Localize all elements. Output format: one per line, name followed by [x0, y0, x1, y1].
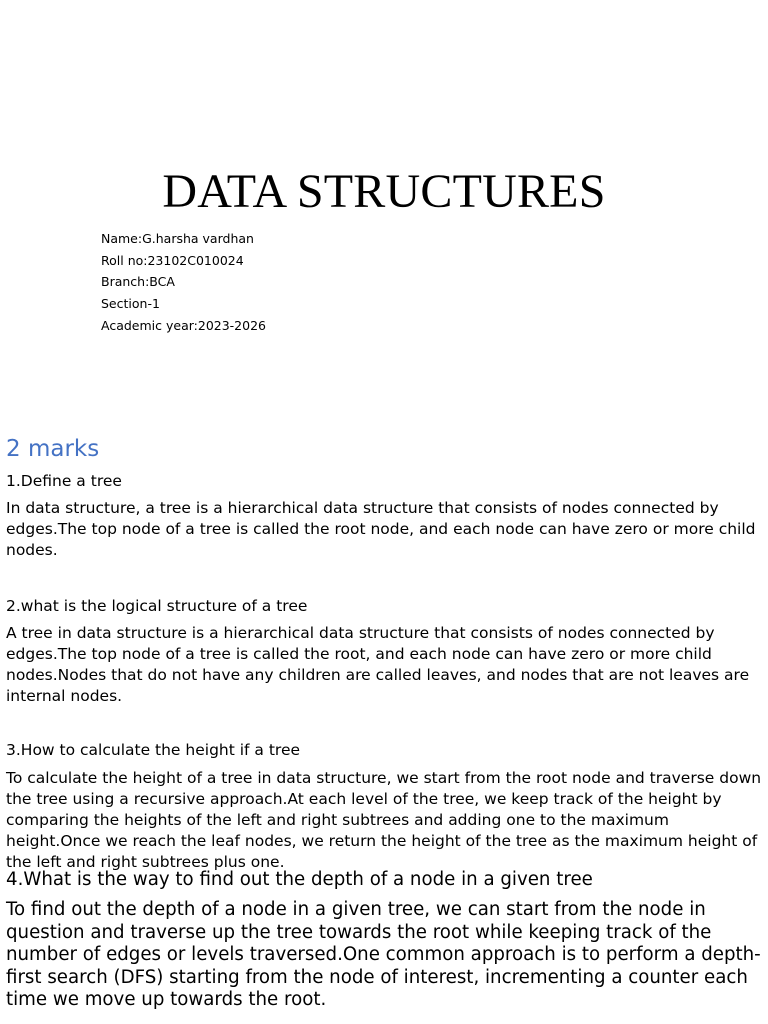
document-title: DATA STRUCTURES — [162, 165, 606, 218]
question-4: 4.What is the way to find out the depth of a node in a given tree — [6, 869, 593, 890]
question-1: 1.Define a tree — [6, 472, 122, 490]
answer-3: To calculate the height of a tree in data structure, we start from the root node and traverse down the tree using a recursive approach.At each level of the tree, we keep track of the height by comparing the heights of the left and right subtrees and adding one to the maximum height.Once we reach the leaf nodes, we return the height of the tree as the maximum height of the left and right subtrees plus one. — [6, 769, 762, 871]
answer-2: A tree in data structure is a hierarchical data structure that consists of nodes connected by edges.The top node of a tree is called the root, and each node can have zero or more child nodes.Nodes that do not have any children are called leaves, and nodes that are not leaves are internal nodes. — [6, 624, 750, 705]
answer-1: In data structure, a tree is a hierarchical data structure that consists of nodes connected by edges.The top node of a tree is called the root node, and each node can have zero or more child nodes. — [6, 499, 756, 559]
student-branch: Branch:BCA — [101, 274, 175, 290]
student-roll-no: Roll no:23102C010024 — [101, 252, 244, 268]
answer-4: To find out the depth of a node in a given tree, we can start from the node in question and traverse up the tree towards the root while keeping track of the number of edges or levels traversed.One common approach is to perform a depth-first search (DFS) starting from the node of interest, incrementing a counter each time we move up towards the root. — [6, 899, 761, 1011]
student-name: Name:G.harsha vardhan — [101, 231, 254, 246]
question-2: 2.what is the logical structure of a tree — [6, 597, 308, 615]
student-academic-year: Academic year:2023-2026 — [101, 317, 266, 333]
student-section: Section-1 — [101, 296, 160, 312]
section-heading: 2 marks — [6, 436, 100, 462]
question-3: 3.How to calculate the height if a tree — [6, 741, 301, 759]
student-info — [101, 228, 266, 337]
